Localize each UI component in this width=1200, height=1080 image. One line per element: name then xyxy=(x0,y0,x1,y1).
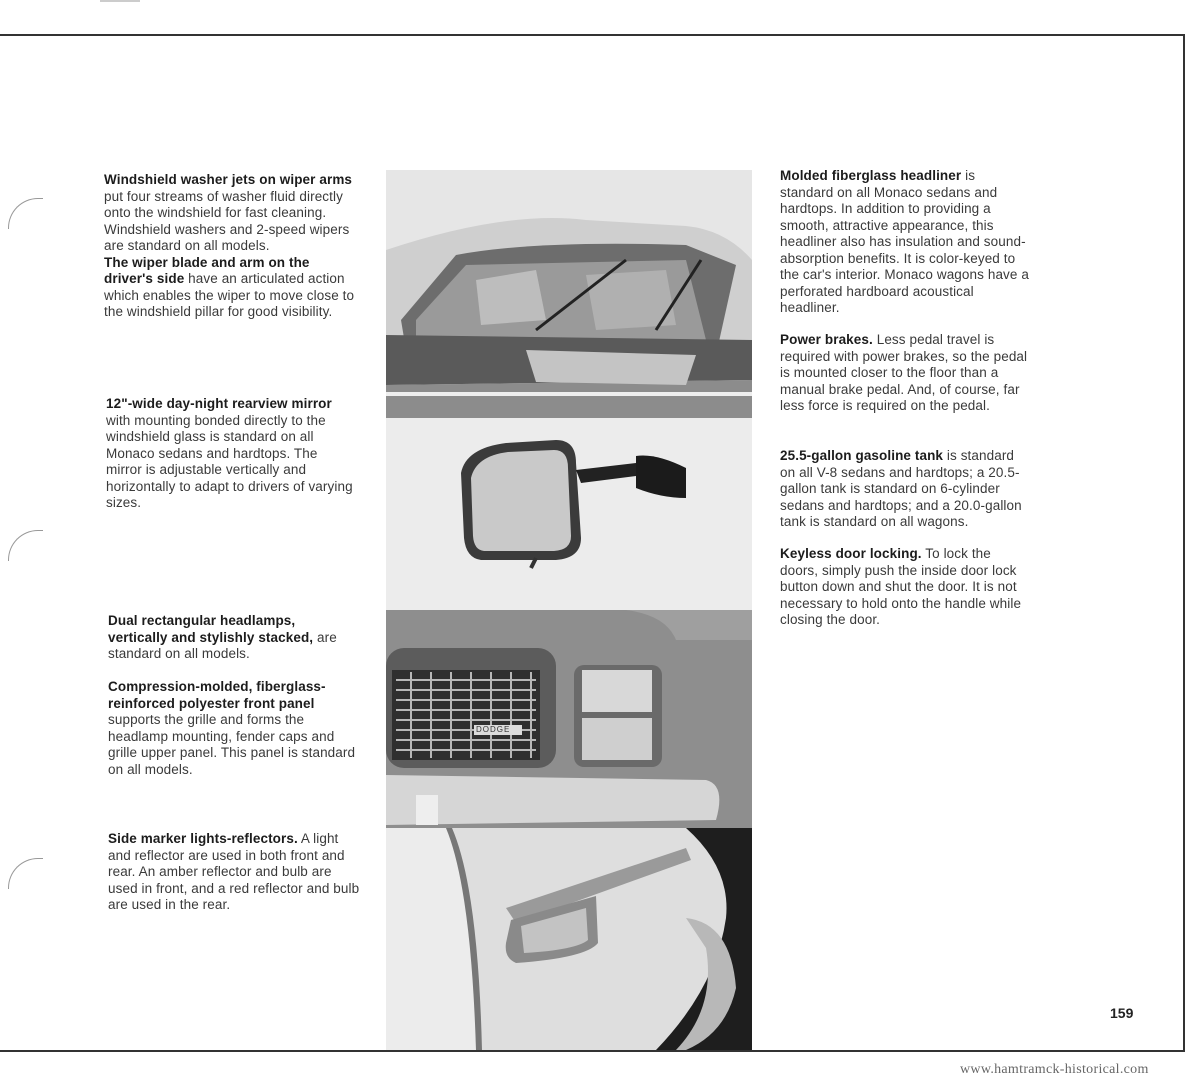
gas-tank-text: is standard on all V-8 sedans and hardtops; a 20.5-gallon tank is standard on 6-cylinder sedans and hardtops; and a 20.0-gallon tank is standard on all wagons. xyxy=(780,448,1022,529)
footer-url: www.hamtramck-historical.com xyxy=(960,1062,1149,1077)
page-border-top xyxy=(0,34,1185,36)
side-marker-text: A light and reflector are used in both front and rear. An amber reflector and bulb are used in front, and a red reflector and bulb are used in the rear. xyxy=(108,831,360,912)
page-border-right xyxy=(1183,34,1185,1052)
grille-badge: DODGE xyxy=(476,725,511,734)
headlamps-paragraph xyxy=(108,613,358,663)
headlamps-heading: Dual rectangular headlamps, vertically and stylishly stacked, xyxy=(108,613,314,645)
gas-tank-paragraph xyxy=(780,448,1030,531)
side-marker-photo xyxy=(386,828,752,1050)
door-locking-paragraph xyxy=(780,546,1030,629)
side-marker-paragraph xyxy=(108,831,362,914)
brakes-text: Less pedal travel is required with power brakes, so the pedal is mounted closer to the floor than a manual brake pedal. And, of course, far less force is required on the pedal. xyxy=(780,332,1028,413)
binder-hole xyxy=(8,198,43,229)
wiper-blade-heading: The wiper blade and arm on the driver's side xyxy=(104,254,310,286)
brakes-heading: Power brakes. xyxy=(780,332,873,347)
wiper-jets-heading: Windshield washer jets on wiper arms xyxy=(104,172,353,187)
wiper-jets-text: put four streams of washer fluid directly onto the windshield for fast cleaning. Windshield washers and 2-speed wipers are standard on all models. xyxy=(104,188,350,253)
brakes-paragraph xyxy=(780,332,1030,415)
headliner-heading: Molded fiberglass headliner xyxy=(780,168,962,183)
gas-tank-heading: 25.5-gallon gasoline tank xyxy=(780,448,944,463)
headliner-paragraph xyxy=(780,168,1030,317)
mirror-paragraph xyxy=(106,396,356,512)
windshield-photo xyxy=(386,170,752,418)
wiper-jets-paragraph xyxy=(104,172,362,321)
wiper-blade-text: have an articulated action which enables the wiper to move close to the windshield pillar for good visibility. xyxy=(104,271,355,319)
front-panel-text: supports the grille and forms the headlamp mounting, fender caps and grille upper panel. This panel is standard on all models. xyxy=(108,712,356,777)
print-mark xyxy=(100,0,140,2)
mirror-text: with mounting bonded directly to the windshield glass is standard on all Monaco sedans and hardtops. The mirror is adjustable vertically and horizontally to adapt to drivers of varying sizes. xyxy=(106,412,353,510)
page-number: 159 xyxy=(1110,1005,1134,1021)
side-marker-heading: Side marker lights-reflectors. xyxy=(108,831,298,846)
binder-hole xyxy=(8,530,43,561)
headliner-text: is standard on all Monaco sedans and hardtops. In addition to providing a smooth, attractive appearance, this headliner also has insulation and sound-absorption benefits. It is color-keyed to the car's interior. Monaco wagons have a perforated hardboard acoustical headliner. xyxy=(780,168,1029,315)
headlamps-grille-photo xyxy=(386,610,752,828)
front-panel-paragraph xyxy=(108,679,358,778)
headlamps-text: are standard on all models. xyxy=(108,629,337,661)
front-panel-heading: Compression-molded, fiberglass-reinforced polyester front panel xyxy=(108,679,326,711)
page-border-bottom xyxy=(0,1050,1185,1052)
mirror-photo xyxy=(386,418,752,610)
mirror-heading: 12"-wide day-night rearview mirror xyxy=(106,396,332,411)
door-locking-text: To lock the doors, simply push the inside door lock button down and shut the door. It is not necessary to hold onto the handle while closing the door. xyxy=(780,546,1022,627)
door-locking-heading: Keyless door locking. xyxy=(780,546,922,561)
binder-hole xyxy=(8,858,43,889)
